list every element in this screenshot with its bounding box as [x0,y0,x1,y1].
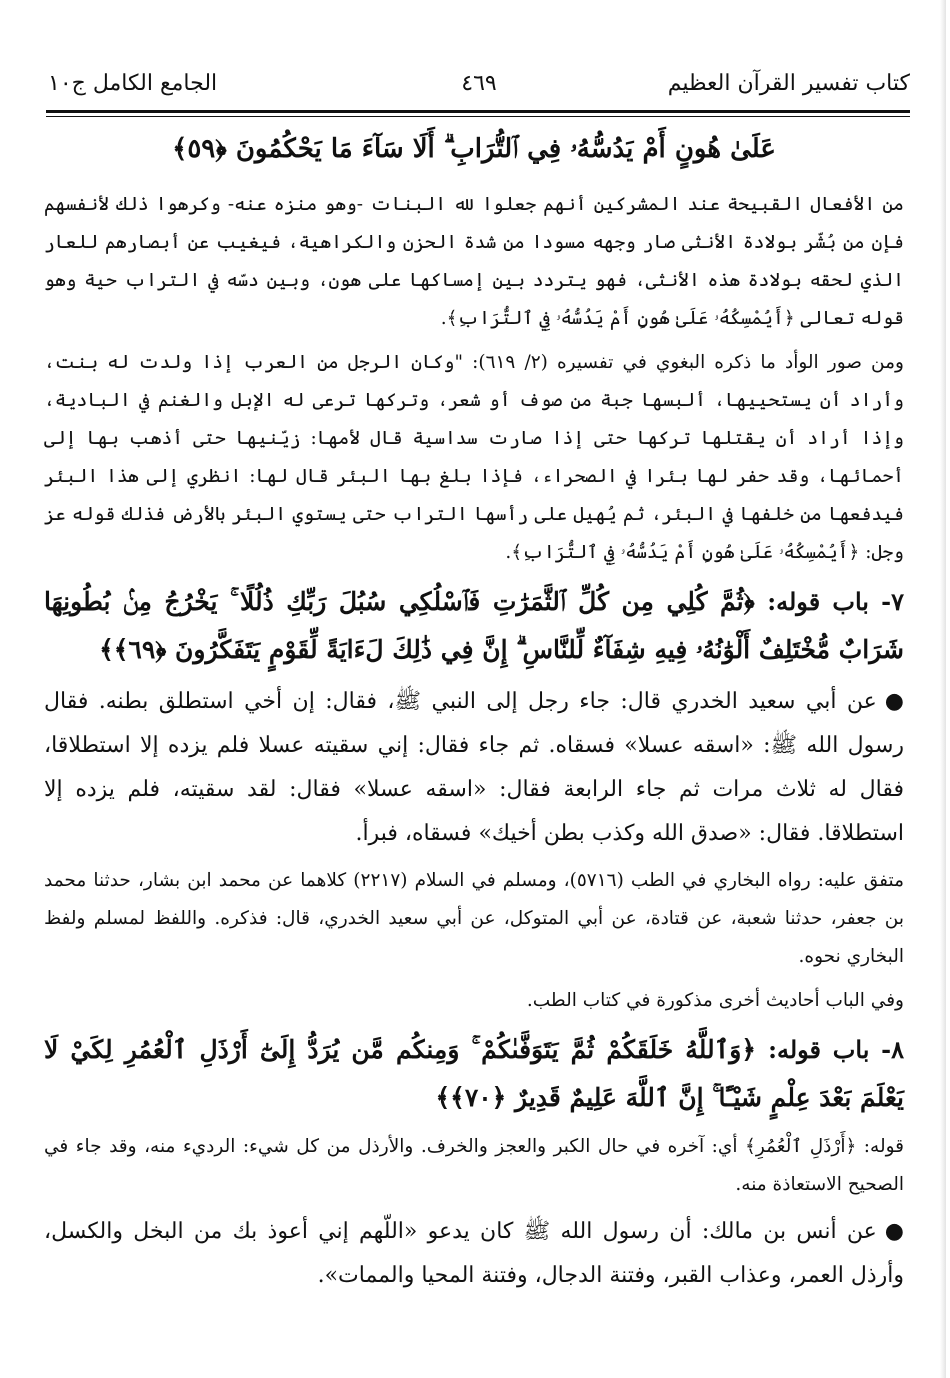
chapter-note: وفي الباب أحاديث أخرى مذكورة في كتاب الطب. [526,990,904,1011]
page-edge-shadow [940,0,946,1378]
header-rule-thick [46,110,910,113]
chapter-verse: ﴿ثُمَّ كُلِي مِن كُلِّ ٱلثَّمَرَٰتِ فَٱسْلُكِي سُبُلَ رَبِّكِ ذُلُلًا ۚ يَخْرُجُ مِنۢ بُطُونِهَا شَرَابٌ مُّخْتَلِفٌ أَلْوَٰنُهُۥ فِيهِ شِفَآءٌ لِّلنَّاسِ ۗ إِنَّ فِي ذَٰلِكَ لَءَايَةً لِّقَوْمٍ يَتَفَكَّرُونَ ﴿٦٩﴾﴾ [44,587,904,664]
page-body [44,126,904,1304]
chapter-heading-7 [44,578,904,674]
header-rule-thin [46,116,910,117]
chapter-label: ٧- باب قوله: [767,587,904,616]
hadith-text: عن أنس بن مالك: أن رسول الله ﷺ كان يدعو «اللّهم إني أعوذ بك من البخل والكسل، وأرذل العمر، وعذاب القبر، وفتنة الدجال، وفتنة المحيا والممات». [44,1219,904,1288]
chapter-heading-8 [44,1026,904,1122]
bullet-icon: ● [884,689,904,714]
hadith-paragraph [44,680,904,856]
tafsir-paragraph: قوله: ﴿أَرْذَلِ ٱلْعُمُرِ﴾ أي: آخره في حال الكبر والعجز والخرف. والأرذل من كل شيء: الرديء منه، وقد جاء في الصحيح الاستعاذة منه. [44,1136,904,1195]
chapter-verse: ﴿وَٱللَّهُ خَلَقَكُمْ ثُمَّ يَتَوَفَّىٰكُمْ ۚ وَمِنكُم مَّن يُرَدُّ إِلَىٰٓ أَرْذَلِ ٱلْعُمُرِ لِكَيْ لَا يَعْلَمَ بَعْدَ عِلْمٍ شَيْـًٔا ۚ إِنَّ ٱللَّهَ عَلِيمٌ قَدِيرٌ ﴿٧٠﴾﴾ [44,1035,904,1112]
takhrij-paragraph: متفق عليه: رواه البخاري في الطب (٥٧١٦)، ومسلم في السلام (٢٢١٧) كلاهما عن محمد ابن بشار، حدثنا محمد بن جعفر، حدثنا شعبة، عن قتادة، عن أبي المتوكل، عن أبي سعيد الخدري، قال: فذكره. واللفظ لمسلم ولفظ البخاري نحوه. [44,870,904,967]
running-header [48,62,910,106]
hadith-text: عن أبي سعيد الخدري قال: جاء رجل إلى النبي ﷺ، فقال: إن أخي استطلق بطنه. فقال رسول الله ﷺ: «اسقه عسلا» فسقاه. ثم جاء فقال: إني سقيته عسلا فلم يزده إلا استطلاقا، فقال له ثلاث مرات ثم جاء الرابعة فقال: «اسقه عسلا» فقال: لقد سقيته، فلم يزده إلا استطلاقا. فقال: «صدق الله وكذب بطن أخيك» فسقاه، فبرأ. [44,689,904,846]
baghawi-quote-paragraph: ومن صور الوأد ما ذكره البغوي في تفسيره (٢/ ٦١٩): "وكان الرجل من العرب إذا ولدت له بنت، وأراد أن يستحييها، ألبسها جبة من صوف أو شعر، وتركها ترعى له الإبل والغنم في البادية، وإذا أراد أن يقتلها تركها حتى إذا صارت سداسية قال لأمها: زيّنيها حتى أذهب بها إلى أحمائها، وقد حفر لها بئرا في الصحراء، فإذا بلغ بها البئر قال لها: انظري إلى هذا البئر فيدفعها من خلفها في البئر، ثم يُهيل على رأسها التراب حتى يستوي البئر بالأرض فذلك قوله عز وجل: ﴿أَيُمْسِكُهُۥ عَلَىٰ هُونٍ أَمْ يَدُسُّهُۥ فِي ٱلتُّرَابِ﴾. [44,352,904,563]
page-number: ٤٦٩ [461,71,497,96]
verse-continuation: عَلَىٰ هُونٍ أَمْ يَدُسُّهُۥ فِي ٱلتُّرَابِ ۗ أَلَا سَآءَ مَا يَحْكُمُونَ ﴿٥٩﴾ [172,134,776,164]
chapter-label: ٨- باب قوله: [768,1035,904,1064]
tafsir-paragraph: من الأفعال القبيحة عند المشركين أنهم جعلوا لله البنات -وهو منزه عنه- وكرهوا ذلك لأنفسهم فإن من بُشّر بولادة الأنثى صار وجهه مسودا من شدة الحزن والكراهية، فيغيب عن أبصارهم للعار الذي لحقه بولادة هذه الأنثى، فهو يتردد بين إمساكها على هون، وبين دسّه في التراب حية وهو قوله تعالى ﴿أَيُمْسِكُهُۥ عَلَىٰ هُونٍ أَمْ يَدُسُّهُۥ فِي ٱلتُّرَابِ﴾. [44,194,904,329]
hadith-paragraph [44,1210,904,1298]
book-title: كتاب تفسير القرآن العظيم [667,71,910,96]
bullet-icon: ● [884,1219,904,1244]
volume-label: الجامع الكامل ج١٠ [48,71,218,96]
